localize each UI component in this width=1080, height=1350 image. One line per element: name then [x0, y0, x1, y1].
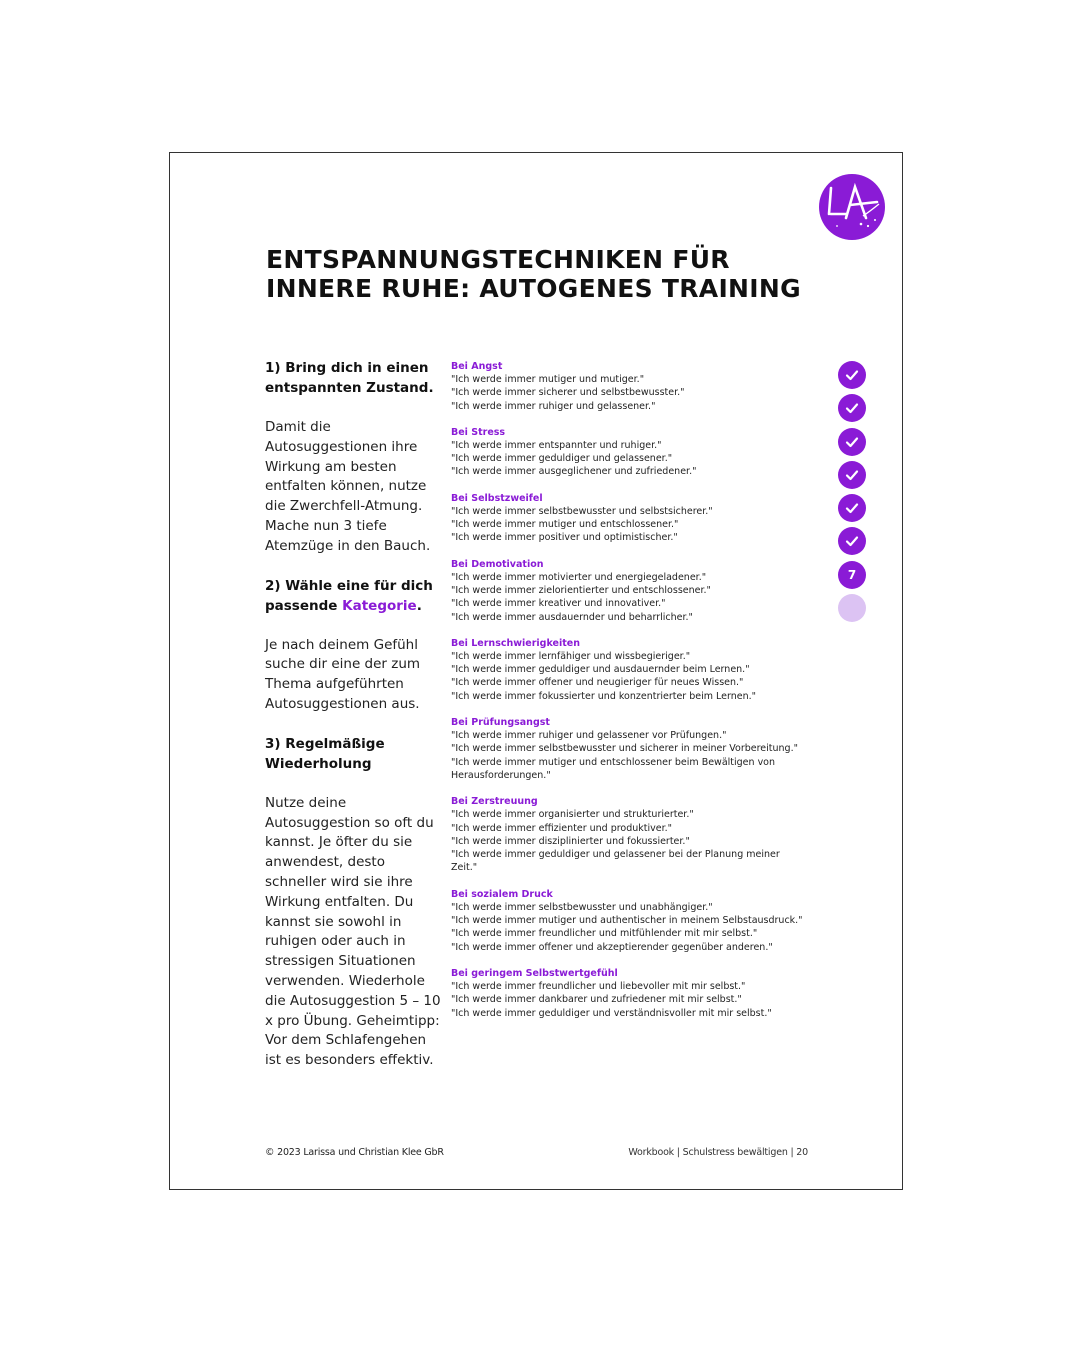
progress-dot-current: 7	[838, 561, 866, 589]
step-3-body: Nutze deine Autosuggestion so oft du kannst. Je öfter du sie anwendest, desto schneller wird sie ihre Wirkung entfalten. Du kannst sie sowohl in ruhigen oder auch in stressigen Situationen verwenden. Wiederhole die Autosuggestion 5 – 10 x pro Übung. Geheimtipp: Vor dem Schlafengehen ist es besonders effektiv.	[265, 794, 441, 1069]
suggestion-line: "Ich werde immer organisierter und strukturierter."	[451, 809, 694, 821]
suggestion-line: "Ich werde immer effizienter und produktiver."	[451, 822, 673, 834]
suggestion-line: "Ich werde immer fokussierter und konzentrierter beim Lernen."	[451, 690, 757, 702]
step-2-body: Je nach deinem Gefühl suche dir eine der zum Thema aufgeführten Autosuggestionen aus.	[265, 636, 421, 712]
category-list	[451, 360, 803, 1033]
suggestion-line: "Ich werde immer offener und neugieriger für neues Wissen."	[451, 677, 744, 689]
suggestion-line: "Ich werde immer mutiger und mutiger."	[451, 374, 645, 385]
category-title: Bei geringem Selbstwertgefühl	[451, 967, 618, 979]
category-selbstwertgefuehl	[451, 967, 803, 1020]
suggestion-line: "Ich werde immer motivierter und energiegeladener."	[451, 571, 707, 583]
suggestion-line: "Ich werde immer selbstbewusster und unabhängiger."	[451, 901, 713, 913]
suggestion-line: "Ich werde immer mutiger und authentischer in meinem Selbstausdruck."	[451, 915, 803, 927]
progress-dot-completed	[838, 461, 866, 489]
progress-dot-completed	[838, 494, 866, 522]
progress-dot-completed	[838, 394, 866, 422]
category-title: Bei Angst	[451, 361, 503, 372]
suggestion-line: "Ich werde immer disziplinierter und fokussierter."	[451, 835, 690, 847]
step-2-heading-suffix: .	[416, 597, 422, 614]
suggestion-line: "Ich werde immer dankbarer und zufriedener mit mir selbst."	[451, 994, 742, 1006]
footer-page-info: Workbook | Schulstress bewältigen | 20	[628, 1147, 808, 1158]
check-icon	[844, 434, 860, 450]
suggestion-line: "Ich werde immer entspannter und ruhiger."	[451, 439, 662, 451]
suggestion-line: "Ich werde immer geduldiger und verständnisvoller mit mir selbst."	[451, 1007, 772, 1019]
category-title: Bei Zerstreuung	[451, 796, 538, 808]
footer-copyright: © 2023 Larissa und Christian Klee GbR	[265, 1147, 444, 1158]
step-2-heading-accent: Kategorie	[342, 597, 417, 614]
suggestion-line: "Ich werde immer ruhiger und gelassener vor Prüfungen."	[451, 730, 727, 742]
category-lernschwierigkeiten	[451, 637, 803, 703]
suggestion-line: "Ich werde immer selbstbewusster und sicherer in meiner Vorbereitung."	[451, 743, 798, 755]
step-1-body: Damit die Autosuggestionen ihre Wirkung am besten entfalten können, nutze die Zwerchfell-Atmung. Mache nun 3 tiefe Atemzüge in den Bauch.	[265, 419, 431, 554]
suggestion-line: "Ich werde immer mutiger und entschlossener beim Bewältigen von Herausforderungen."	[451, 756, 776, 781]
category-zerstreuung	[451, 795, 803, 874]
suggestion-line: "Ich werde immer positiver und optimistischer."	[451, 532, 678, 544]
la-logo-icon	[819, 174, 885, 240]
title-line-2: INNERE RUHE: AUTOGENES TRAINING	[266, 274, 801, 303]
check-icon	[844, 500, 860, 516]
progress-dot-completed	[838, 361, 866, 389]
suggestion-line: "Ich werde immer offener und akzeptierender gegenüber anderen."	[451, 941, 773, 953]
category-title: Bei sozialem Druck	[451, 888, 553, 900]
step-3-heading: 3) Regelmäßige Wiederholung	[265, 735, 385, 772]
step-1-heading: 1) Bring dich in einen entspannten Zustand.	[265, 360, 434, 396]
suggestion-line: "Ich werde immer kreativer und innovativer."	[451, 598, 666, 610]
instructions-column	[265, 358, 443, 1090]
check-icon	[844, 400, 860, 416]
category-title: Bei Stress	[451, 426, 506, 438]
step-2-heading	[265, 576, 443, 616]
category-selbstzweifel	[451, 492, 803, 545]
title-line-1: ENTSPANNUNGSTECHNIKEN FÜR	[266, 245, 730, 274]
check-icon	[844, 533, 860, 549]
category-title: Bei Selbstzweifel	[451, 492, 543, 504]
category-sozialer-druck	[451, 888, 803, 954]
suggestion-line: "Ich werde immer ruhiger und gelassener."	[451, 400, 656, 412]
progress-dot-completed	[838, 428, 866, 456]
suggestion-line: "Ich werde immer lernfähiger und wissbegieriger."	[451, 650, 691, 662]
category-pruefungsangst	[451, 716, 803, 782]
check-icon	[844, 467, 860, 483]
category-title: Bei Demotivation	[451, 558, 544, 570]
suggestion-line: "Ich werde immer ausdauernder und beharrlicher."	[451, 611, 693, 623]
progress-dot-completed	[838, 527, 866, 555]
suggestion-line: "Ich werde immer ausgeglichener und zufriedener."	[451, 466, 697, 478]
suggestion-line: "Ich werde immer mutiger und entschlossener."	[451, 519, 679, 531]
suggestion-line: "Ich werde immer selbstbewusster und selbstsicherer."	[451, 505, 713, 517]
progress-tracker	[838, 361, 868, 627]
check-icon	[844, 367, 860, 383]
category-demotivation	[451, 558, 803, 624]
category-title: Bei Lernschwierigkeiten	[451, 637, 580, 649]
progress-dot-pending	[838, 594, 866, 622]
workbook-page	[169, 152, 903, 1190]
page-title	[266, 245, 826, 303]
suggestion-line: "Ich werde immer geduldiger und gelassener."	[451, 453, 673, 465]
suggestion-line: "Ich werde immer sicherer und selbstbewusster."	[451, 387, 685, 399]
category-angst	[451, 360, 803, 413]
suggestion-line: "Ich werde immer geduldiger und ausdauernder beim Lernen."	[451, 664, 750, 676]
suggestion-line: "Ich werde immer freundlicher und mitfühlender mit mir selbst."	[451, 928, 758, 940]
suggestion-line: "Ich werde immer zielorientierter und entschlossener."	[451, 584, 711, 596]
suggestion-line: "Ich werde immer freundlicher und liebevoller mit mir selbst."	[451, 980, 746, 992]
category-title: Bei Prüfungsangst	[451, 717, 550, 729]
step-2-heading-prefix: 2) Wähle eine für dich passende	[265, 577, 433, 614]
suggestion-line: "Ich werde immer geduldiger und gelassener bei der Planung meiner Zeit."	[451, 849, 780, 874]
category-stress	[451, 426, 803, 479]
